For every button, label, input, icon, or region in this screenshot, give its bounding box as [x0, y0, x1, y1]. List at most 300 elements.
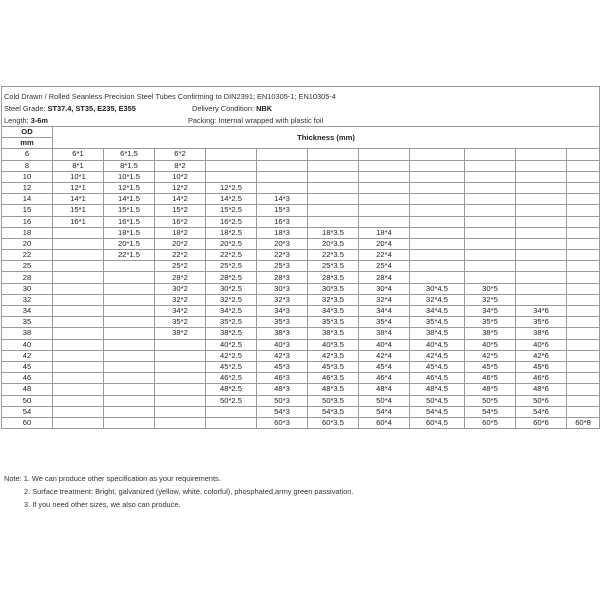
spec-cell — [410, 182, 465, 193]
spec-cell: 35*3.5 — [308, 317, 359, 328]
table-row — [2, 238, 600, 249]
spec-cell: 46*6 — [516, 373, 567, 384]
spec-cell: 35*6 — [516, 317, 567, 328]
spec-cell: 28*2 — [155, 272, 206, 283]
od-cell: 20 — [2, 238, 53, 249]
od-cell: 12 — [2, 182, 53, 193]
spec-cell — [155, 384, 206, 395]
spec-cell: 45*3 — [257, 361, 308, 372]
spec-cell: 35*4 — [359, 317, 410, 328]
spec-cell: 28*4 — [359, 272, 410, 283]
spec-title: Cold Drawn / Rolled Seanless Precision Steel Tubes Confirming to DIN2391; EN10305-1; EN10305-4 — [4, 92, 336, 101]
spec-cell: 60*5 — [465, 417, 516, 428]
spec-cell: 60*8 — [567, 417, 600, 428]
packing: Packing: Internal wrapped with plastic foil — [188, 116, 324, 125]
spec-cell — [308, 171, 359, 182]
spec-cell: 15*2 — [155, 205, 206, 216]
spec-cell: 50*6 — [516, 395, 567, 406]
table-row — [2, 339, 600, 350]
spec-cell — [516, 216, 567, 227]
od-cell: 6 — [2, 149, 53, 160]
table-row — [2, 160, 600, 171]
od-cell: 35 — [2, 317, 53, 328]
spec-cell: 46*4 — [359, 373, 410, 384]
spec-cell: 30*4.5 — [410, 283, 465, 294]
spec-cell: 18*4 — [359, 227, 410, 238]
spec-cell — [516, 182, 567, 193]
spec-cell — [53, 339, 104, 350]
table-row — [2, 149, 600, 160]
spec-cell — [465, 194, 516, 205]
table-row — [2, 205, 600, 216]
spec-cell — [53, 294, 104, 305]
spec-cell: 34*4 — [359, 306, 410, 317]
spec-cell: 8*1 — [53, 160, 104, 171]
table-row — [2, 194, 600, 205]
spec-cell — [516, 238, 567, 249]
spec-cell — [155, 395, 206, 406]
spec-cell: 34*2.5 — [206, 306, 257, 317]
spec-cell: 38*3.5 — [308, 328, 359, 339]
spec-cell: 20*4 — [359, 238, 410, 249]
spec-cell: 16*2 — [155, 216, 206, 227]
spec-cell — [516, 294, 567, 305]
spec-cell: 40*2.5 — [206, 339, 257, 350]
spec-cell: 50*4.5 — [410, 395, 465, 406]
spec-cell: 42*4 — [359, 350, 410, 361]
od-cell: 18 — [2, 227, 53, 238]
spec-cell — [567, 328, 600, 339]
table-row — [2, 283, 600, 294]
spec-cell — [53, 361, 104, 372]
spec-cell — [516, 283, 567, 294]
spec-cell: 22*1.5 — [104, 250, 155, 261]
spec-cell: 22*3 — [257, 250, 308, 261]
spec-cell — [206, 160, 257, 171]
spec-cell — [104, 261, 155, 272]
spec-cell: 10*2 — [155, 171, 206, 182]
spec-cell: 22*3.5 — [308, 250, 359, 261]
spec-cell — [53, 384, 104, 395]
spec-cell — [104, 373, 155, 384]
spec-cell: 22*2.5 — [206, 250, 257, 261]
od-unit: mm — [2, 138, 53, 149]
spec-cell — [410, 261, 465, 272]
spec-cell: 48*6 — [516, 384, 567, 395]
spec-cell — [567, 395, 600, 406]
spec-cell: 20*3.5 — [308, 238, 359, 249]
spec-cell: 14*1 — [53, 194, 104, 205]
spec-cell — [53, 373, 104, 384]
steel-grade: Steel Grade: ST37.4, ST35, E235, E355 — [4, 104, 136, 113]
spec-cell: 32*4 — [359, 294, 410, 305]
spec-cell: 35*3 — [257, 317, 308, 328]
spec-cell: 38*4 — [359, 328, 410, 339]
od-cell: 32 — [2, 294, 53, 305]
spec-cell: 50*3.5 — [308, 395, 359, 406]
table-row — [2, 361, 600, 372]
spec-cell: 46*4.5 — [410, 373, 465, 384]
thickness-header: Thickness (mm) — [53, 127, 600, 149]
spec-cell: 40*3.5 — [308, 339, 359, 350]
od-cell: 30 — [2, 283, 53, 294]
spec-cell — [308, 205, 359, 216]
spec-cell: 12*2 — [155, 182, 206, 193]
od-cell: 22 — [2, 250, 53, 261]
spec-cell — [516, 250, 567, 261]
spec-cell — [104, 339, 155, 350]
note-2: 2. Surface treatment: Bright, galvanized (yellow, white, colorful), phosphated,army green passivation. — [24, 487, 354, 496]
spec-cell — [359, 160, 410, 171]
spec-cell — [567, 294, 600, 305]
spec-cell: 18*2 — [155, 227, 206, 238]
spec-cell — [53, 272, 104, 283]
spec-cell: 54*3.5 — [308, 406, 359, 417]
spec-cell — [567, 205, 600, 216]
spec-cell: 34*4.5 — [410, 306, 465, 317]
spec-cell: 22*4 — [359, 250, 410, 261]
spec-cell — [359, 149, 410, 160]
spec-cell — [155, 339, 206, 350]
od-header: OD — [2, 127, 53, 138]
spec-cell — [567, 306, 600, 317]
length-value: 3-6m — [30, 116, 48, 125]
spec-cell: 35*2.5 — [206, 317, 257, 328]
spec-cell — [257, 149, 308, 160]
spec-cell: 20*2.5 — [206, 238, 257, 249]
od-cell: 25 — [2, 261, 53, 272]
spec-cell — [104, 294, 155, 305]
spec-cell — [516, 160, 567, 171]
spec-cell: 20*3 — [257, 238, 308, 249]
spec-cell — [53, 227, 104, 238]
spec-cell — [410, 272, 465, 283]
spec-cell — [567, 406, 600, 417]
spec-cell — [516, 171, 567, 182]
spec-cell — [104, 417, 155, 428]
od-cell: 46 — [2, 373, 53, 384]
spec-cell — [206, 417, 257, 428]
delivery-condition: Delivery Condition: NBK — [192, 104, 273, 113]
spec-header — [1, 86, 600, 126]
spec-cell: 16*1 — [53, 216, 104, 227]
spec-cell — [567, 373, 600, 384]
spec-cell: 46*3 — [257, 373, 308, 384]
spec-cell: 48*4 — [359, 384, 410, 395]
spec-cell — [359, 182, 410, 193]
spec-cell — [53, 417, 104, 428]
table-row — [2, 182, 600, 193]
spec-cell: 38*3 — [257, 328, 308, 339]
spec-cell: 30*3 — [257, 283, 308, 294]
spec-cell — [257, 160, 308, 171]
note-3: 3. If you need other sizes, we also can produce. — [24, 500, 181, 509]
spec-cell — [308, 194, 359, 205]
spec-cell: 54*6 — [516, 406, 567, 417]
spec-cell — [308, 160, 359, 171]
spec-cell: 50*3 — [257, 395, 308, 406]
spec-cell: 46*2.5 — [206, 373, 257, 384]
spec-cell — [359, 216, 410, 227]
spec-cell: 10*1 — [53, 171, 104, 182]
table-row — [2, 306, 600, 317]
spec-cell: 40*3 — [257, 339, 308, 350]
spec-cell: 18*3.5 — [308, 227, 359, 238]
steel-grade-value: ST37.4, ST35, E235, E355 — [47, 104, 136, 113]
spec-cell: 46*3.5 — [308, 373, 359, 384]
delivery-condition-value: NBK — [256, 104, 273, 113]
spec-cell — [410, 216, 465, 227]
spec-cell: 54*3 — [257, 406, 308, 417]
spec-cell — [567, 182, 600, 193]
table-header-row — [2, 127, 600, 138]
spec-cell — [465, 261, 516, 272]
spec-cell — [516, 261, 567, 272]
spec-cell — [104, 395, 155, 406]
table-row — [2, 406, 600, 417]
spec-cell: 30*5 — [465, 283, 516, 294]
spec-cell — [465, 250, 516, 261]
spec-cell — [410, 227, 465, 238]
spec-cell: 35*5 — [465, 317, 516, 328]
spec-cell — [567, 350, 600, 361]
spec-cell: 30*2.5 — [206, 283, 257, 294]
spec-cell — [516, 149, 567, 160]
spec-cell — [155, 361, 206, 372]
table-row — [2, 328, 600, 339]
spec-cell — [53, 283, 104, 294]
spec-cell: 34*3 — [257, 306, 308, 317]
spec-cell: 42*4.5 — [410, 350, 465, 361]
spec-cell: 12*1 — [53, 182, 104, 193]
table-row — [2, 317, 600, 328]
spec-cell: 40*6 — [516, 339, 567, 350]
spec-cell: 25*2.5 — [206, 261, 257, 272]
spec-cell: 18*1.5 — [104, 227, 155, 238]
spec-cell: 30*3.5 — [308, 283, 359, 294]
spec-cell — [257, 171, 308, 182]
spec-cell: 34*3.5 — [308, 306, 359, 317]
spec-cell: 48*4.5 — [410, 384, 465, 395]
spec-cell — [104, 272, 155, 283]
spec-cell: 6*1 — [53, 149, 104, 160]
spec-cell: 38*2.5 — [206, 328, 257, 339]
spec-cell: 14*1.5 — [104, 194, 155, 205]
spec-cell — [465, 182, 516, 193]
spec-cell — [465, 160, 516, 171]
spec-cell — [206, 406, 257, 417]
spec-cell: 35*4.5 — [410, 317, 465, 328]
spec-cell: 25*2 — [155, 261, 206, 272]
od-cell: 48 — [2, 384, 53, 395]
spec-cell: 16*3 — [257, 216, 308, 227]
spec-cell: 14*2 — [155, 194, 206, 205]
length: Length: 3-6m — [4, 116, 48, 125]
spec-cell: 12*2.5 — [206, 182, 257, 193]
spec-cell — [465, 227, 516, 238]
spec-cell: 6*2 — [155, 149, 206, 160]
table-row — [2, 395, 600, 406]
thickness-table — [1, 126, 600, 429]
spec-cell: 18*3 — [257, 227, 308, 238]
spec-cell: 42*5 — [465, 350, 516, 361]
spec-cell — [465, 149, 516, 160]
spec-cell — [53, 317, 104, 328]
spec-cell — [516, 205, 567, 216]
spec-cell — [567, 238, 600, 249]
spec-cell — [104, 306, 155, 317]
spec-cell: 28*2.5 — [206, 272, 257, 283]
spec-cell — [104, 283, 155, 294]
spec-cell — [104, 384, 155, 395]
spec-cell — [53, 328, 104, 339]
spec-cell — [567, 171, 600, 182]
spec-cell: 10*1.5 — [104, 171, 155, 182]
spec-cell — [567, 160, 600, 171]
spec-cell — [465, 171, 516, 182]
spec-cell — [359, 205, 410, 216]
spec-cell: 25*4 — [359, 261, 410, 272]
spec-cell — [53, 406, 104, 417]
spec-cell: 48*2.5 — [206, 384, 257, 395]
spec-cell: 45*4 — [359, 361, 410, 372]
spec-cell: 34*2 — [155, 306, 206, 317]
spec-cell: 38*6 — [516, 328, 567, 339]
spec-cell: 42*2.5 — [206, 350, 257, 361]
spec-cell — [53, 306, 104, 317]
spec-cell: 38*2 — [155, 328, 206, 339]
spec-cell — [104, 350, 155, 361]
spec-cell — [567, 194, 600, 205]
spec-cell: 15*3 — [257, 205, 308, 216]
table-row — [2, 250, 600, 261]
table-row — [2, 384, 600, 395]
spec-cell: 30*4 — [359, 283, 410, 294]
table-row — [2, 216, 600, 227]
spec-cell: 25*3 — [257, 261, 308, 272]
spec-cell: 12*1.5 — [104, 182, 155, 193]
spec-cell: 45*6 — [516, 361, 567, 372]
spec-cell — [104, 361, 155, 372]
spec-cell — [53, 238, 104, 249]
spec-cell — [410, 194, 465, 205]
spec-cell — [567, 149, 600, 160]
spec-cell — [308, 216, 359, 227]
spec-cell: 15*1.5 — [104, 205, 155, 216]
spec-cell — [53, 350, 104, 361]
spec-cell: 40*4.5 — [410, 339, 465, 350]
spec-cell: 42*3 — [257, 350, 308, 361]
spec-cell — [53, 395, 104, 406]
spec-cell: 60*6 — [516, 417, 567, 428]
spec-cell — [567, 250, 600, 261]
spec-cell: 60*4 — [359, 417, 410, 428]
spec-cell — [308, 182, 359, 193]
spec-cell: 6*1.5 — [104, 149, 155, 160]
spec-cell — [567, 361, 600, 372]
spec-cell — [567, 384, 600, 395]
spec-cell: 46*5 — [465, 373, 516, 384]
od-cell: 45 — [2, 361, 53, 372]
spec-cell — [465, 272, 516, 283]
od-cell: 15 — [2, 205, 53, 216]
spec-cell: 32*2 — [155, 294, 206, 305]
spec-cell — [104, 406, 155, 417]
spec-cell: 30*2 — [155, 283, 206, 294]
spec-cell: 8*2 — [155, 160, 206, 171]
spec-cell: 25*3.5 — [308, 261, 359, 272]
spec-cell: 32*3 — [257, 294, 308, 305]
spec-cell: 60*3 — [257, 417, 308, 428]
spec-cell: 42*3.5 — [308, 350, 359, 361]
spec-cell: 34*5 — [465, 306, 516, 317]
table-row — [2, 272, 600, 283]
spec-cell: 48*3 — [257, 384, 308, 395]
spec-cell: 50*2.5 — [206, 395, 257, 406]
spec-cell: 60*4.5 — [410, 417, 465, 428]
spec-cell: 20*2 — [155, 238, 206, 249]
spec-cell — [155, 406, 206, 417]
spec-cell: 54*4.5 — [410, 406, 465, 417]
spec-cell: 42*6 — [516, 350, 567, 361]
spec-cell: 34*6 — [516, 306, 567, 317]
spec-cell — [410, 205, 465, 216]
notes — [4, 472, 353, 511]
spec-cell: 45*5 — [465, 361, 516, 372]
spec-cell — [410, 160, 465, 171]
table-row — [2, 373, 600, 384]
spec-cell: 38*4.5 — [410, 328, 465, 339]
od-cell: 38 — [2, 328, 53, 339]
spec-cell: 48*5 — [465, 384, 516, 395]
od-cell: 10 — [2, 171, 53, 182]
spec-cell — [567, 283, 600, 294]
table-row — [2, 227, 600, 238]
spec-cell — [567, 227, 600, 238]
od-cell: 16 — [2, 216, 53, 227]
spec-cell: 35*2 — [155, 317, 206, 328]
spec-cell — [465, 216, 516, 227]
od-cell: 28 — [2, 272, 53, 283]
spec-cell — [516, 194, 567, 205]
spec-cell — [206, 171, 257, 182]
spec-cell — [410, 171, 465, 182]
spec-cell: 15*1 — [53, 205, 104, 216]
spec-cell: 32*5 — [465, 294, 516, 305]
spec-cell: 28*3.5 — [308, 272, 359, 283]
spec-cell: 45*3.5 — [308, 361, 359, 372]
spec-cell: 50*4 — [359, 395, 410, 406]
od-cell: 42 — [2, 350, 53, 361]
spec-cell: 32*2.5 — [206, 294, 257, 305]
spec-cell — [308, 149, 359, 160]
od-cell: 60 — [2, 417, 53, 428]
spec-cell — [567, 216, 600, 227]
od-cell: 40 — [2, 339, 53, 350]
spec-cell — [567, 317, 600, 328]
spec-cell — [104, 328, 155, 339]
spec-cell — [516, 227, 567, 238]
spec-cell: 40*4 — [359, 339, 410, 350]
spec-cell — [465, 205, 516, 216]
spec-cell: 18*2.5 — [206, 227, 257, 238]
spec-cell: 14*3 — [257, 194, 308, 205]
spec-cell: 45*4.5 — [410, 361, 465, 372]
spec-cell: 54*5 — [465, 406, 516, 417]
spec-cell — [567, 272, 600, 283]
spec-cell — [359, 194, 410, 205]
od-cell: 34 — [2, 306, 53, 317]
